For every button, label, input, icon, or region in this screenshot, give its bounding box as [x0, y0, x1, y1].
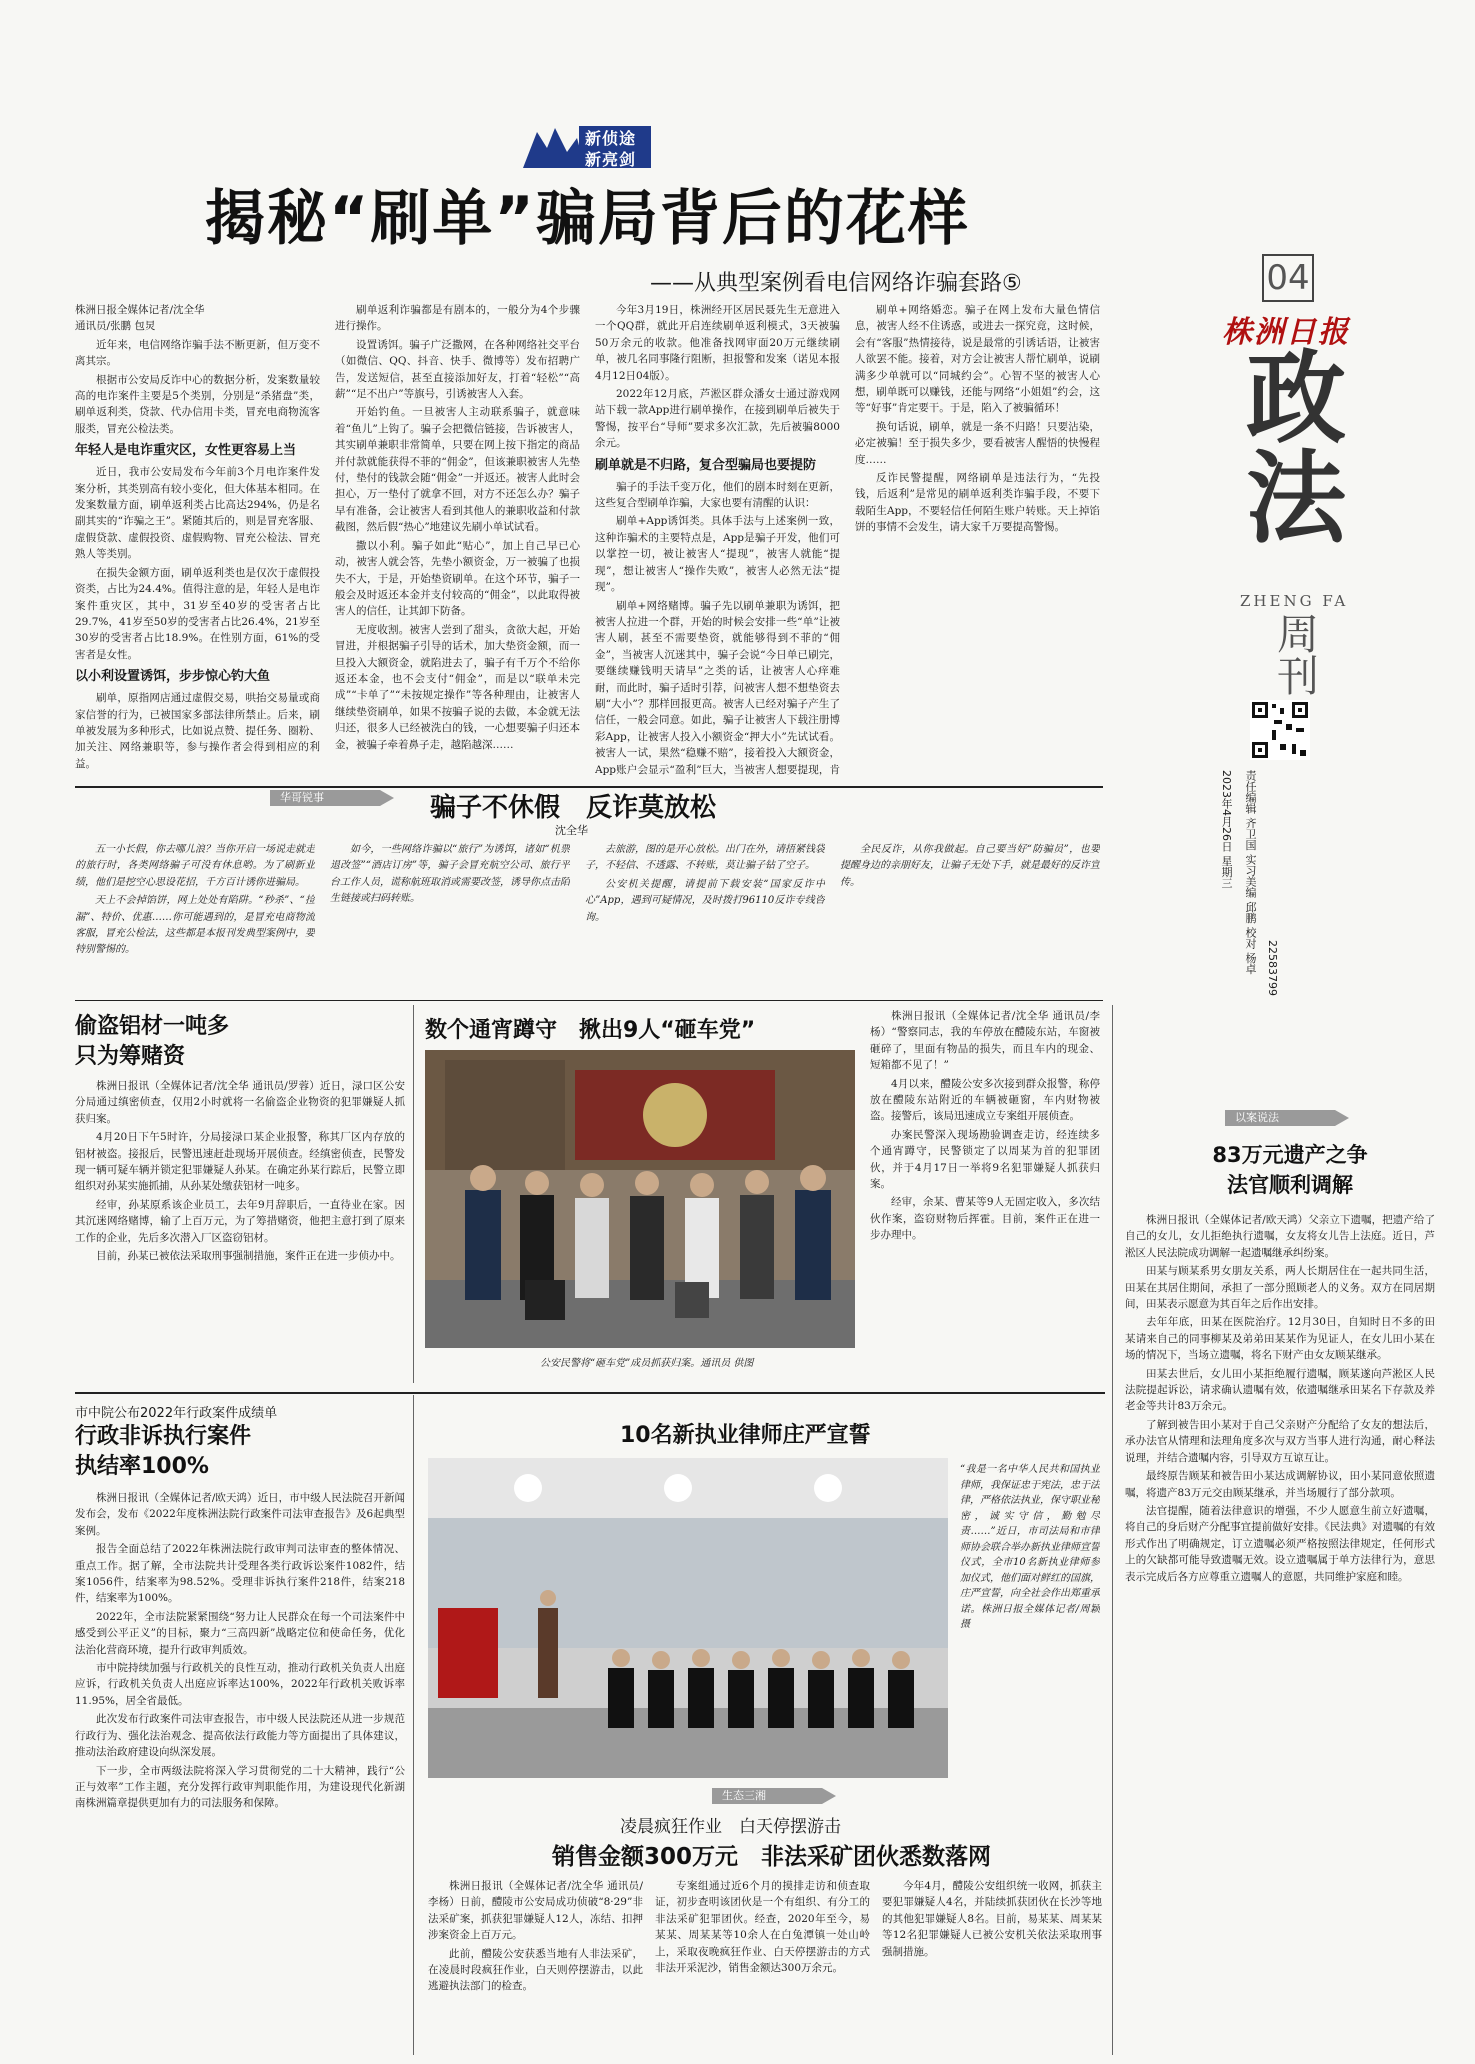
- page-number: 04: [1262, 254, 1314, 302]
- essay-col-3: [585, 842, 825, 994]
- paragraph: 此前，醴陵公安获悉当地有人非法采矿，在凌晨时段疯狂作业，白天则停摆游击，以此逃避执法部门的检查。: [428, 1947, 643, 1993]
- lawyer-title: 10名新执业律师庄严宣誓: [620, 1423, 871, 1448]
- paragraph: 反诈民警提醒，网络刷单是违法行为，“先投钱，后返利”是常见的刷单返利类诈骗手段，不要下载陌生App，不要轻信任何陌生账户转账。天上掉馅饼的事情不会发生，请大家千万要提高警惕。: [855, 472, 1100, 534]
- paragraph: 株洲日报讯（全媒体记者/沈全华 通讯员/罗蓉）近日，渌口区公安分局通过缜密侦查，仅用2小时就将一名偷盗企业物资的犯罪嫌疑人抓获归案。: [75, 1080, 405, 1125]
- main-article-col-1: [75, 302, 320, 777]
- date-line: 2023年4月26日 星期三: [1220, 770, 1233, 889]
- paragraph: 4月以来，醴陵公安多次接到群众报警，称停放在醴陵东站附近的车辆被砸窗，车内财物被盗。接警后，该局迅速成立专案组开展侦查。: [870, 1077, 1100, 1123]
- admin-kicker: 市中院公布2022年行政案件成绩单: [75, 1406, 278, 1421]
- paragraph: 撒以小利。骗子如此“贴心”，加上自己早已心动，被害人就会答，先垫小额资金，万一被骗了也损失不大，于是，开始垫资刷单。在这个环节，骗子一般会及时返还本金并支付较高的“佣金”，以此取得被害人的信任，让其卸下防备。: [335, 539, 580, 618]
- paragraph: 刷单+App诱饵类。具体手法与上述案例一致，这种诈骗术的主要特点是，App是骗子开发，他们可以掌控一切，被让被害人“提现”，被害人就能“提现”，想让被害人“操作失败”，被害人必然无法“提现”。: [595, 515, 840, 594]
- mining-title: 销售金额300万元 非法采矿团伙悉数落网: [552, 1844, 992, 1870]
- paragraph: 经审，余某、曹某等9人无固定收入，多次结伙作案，盗窃财物后挥霍。目前，案件正在进一步办理中。: [870, 1196, 1100, 1242]
- qr-code-icon: [1250, 700, 1310, 760]
- paragraph: 刷单+网络赌博。骗子先以刷单兼职为诱饵，把被害人拉进一个群，开始的时候会安排一些“单”让被害人刷，甚至不需要垫资，就能够得到不菲的“佣金”，当被害人沉迷其中，骗子会说“今日单已刷完，要继续赚钱明天请早”之类的话，让被害人心痒难耐，而此时，骗子适时引荐，问被害人想不想垫资去刷“大小”？那样回报更高。被害人已经对骗子产生了信任，一般会同意。如此，骗子让被害人下载注册博彩App，让被害人投入小额资金“押大小”先试试看。被害人一试，果然“稳赚不赔”，接着投入大额资金，App账户会显示“盈利”巨大，当被害人想要提现，肯: [595, 599, 840, 776]
- paragraph: 如今，一些网络诈骗以“旅行”为诱饵，诸如“机票退改签”“酒店订房”等，骗子会冒充航空公司、旅行平台工作人员，谎称航班取消或需要改签，诱导你点击陌生链接或扫码转账。: [330, 844, 570, 905]
- gang-photo: [425, 1050, 855, 1348]
- paragraph: 办案民警深入现场勘验调查走访，经连续多个通宵蹲守，民警锁定了以周某为首的犯罪团伙，并于4月17日一举将9名犯罪嫌疑人抓获归案。: [870, 1128, 1100, 1191]
- paragraph: 报告全面总结了2022年株洲法院行政审判司法审查的整体情况、重点工作。据了解，全市法院共计受理各类行政诉讼案件1082件，结案1056件，结案率为98.52%。受理非诉执行案件218件，结案218件，结案率为100%。: [75, 1543, 405, 1605]
- paragraph: 株洲日报讯（全媒体记者/欧天鸿）近日，市中级人民法院召开新闻发布会，发布《2022年度株洲法院行政案件司法审查报告》及6起典型案例。: [75, 1492, 405, 1537]
- paragraph: 去年年底，田某在医院治疗。12月30日，自知时日不多的田某请来自己的同事柳某及弟弟田某某作为见证人，在女儿田小某在场的情况下，当场立遗嘱，将名下财产由女友顾某继承。: [1125, 1316, 1435, 1362]
- paragraph: 设置诱饵。骗子广泛撒网，在各种网络社交平台（如微信、QQ、抖音、快手、微博等）发布招聘广告，发送短信，甚至直接添加好友，打着“轻松”“高薪”“足不出户”等旗号，引诱被害人入套。: [335, 338, 580, 401]
- mining-col-1: [428, 1878, 643, 2048]
- lawyer-photo: [428, 1458, 948, 1778]
- gang-photo-caption: 公安民警将“砸车党”成员抓获归案。通讯员 供图: [540, 1358, 754, 1369]
- paragraph: 今年3月19日，株洲经开区居民聂先生无意进入一个QQ群，就此开启连续刷单返利模式，3天被骗50万余元的收款。他准备找网审面20万元继续刷单，被几名同事隆行阻断，担报警和发案（诺见本报4月12日04版）。: [595, 304, 840, 382]
- paragraph: 株洲日报讯（全媒体记者/欧天鸿）父亲立下遗嘱，把遗产给了自己的女儿，女儿拒绝执行遗嘱，女友将女儿告上法庭。近日，芦淞区人民法院成功调解一起遗嘱继承纠纷案。: [1125, 1214, 1435, 1259]
- paragraph: 2022年，全市法院紧紧围绕“努力让人民群众在每一个司法案件中感受到公平正义”的目标，聚力“三高四新”战略定位和使命任务，优化法治化营商环境，提升行政审判质效。: [75, 1610, 405, 1656]
- main-article-col-2: [335, 302, 580, 777]
- gang-title: 数个通宵蹲守 揪出9人“砸车党”: [425, 1018, 756, 1043]
- paragraph: 田某与顾某系男女朋友关系，两人长期居住在一起共同生活，田某在其居住期间，承担了一部分照顾老人的义务。双方在同居期间，田某表示愿意为其百年之后作出安排。: [1125, 1265, 1435, 1311]
- weekly-label: 周刊: [1271, 612, 1320, 696]
- essay-author: 沈全华: [555, 824, 588, 837]
- paragraph: 近日，我市公安局发布今年前3个月电诈案件发案分析，其类别高有较小变化，但大体基本相同。在发案数量方面，刷单返利类占比高达294%，仍是名副其实的“诈骗之王”。紧随其后的，则是冒充客服、虚假贷款、虚假投资、虚假购物、冒充公检法、冒充熟人等类别。: [75, 466, 320, 561]
- subheading: 以小利设置诱饵，步步惊心钓大鱼: [75, 669, 271, 685]
- paragraph: 专案组通过近6个月的摸排走访和侦查取证，初步查明该团伙是一个有组织、有分工的非法采矿犯罪团伙。经查，2020年至今，易某某、周某某等10余人在白兔潭镇一处山岭上，采取夜晚疯狂作业、白天停摆游击的方式非法开采泥沙，销售金额达300万余元。: [655, 1880, 870, 1975]
- paragraph: 市中院持续加强与行政机关的良性互动，推动行政机关负责人出庭应诉，行政机关负责人出庭应诉率达100%，2022年行政机关败诉率11.95%，居全省最低。: [75, 1662, 405, 1707]
- theft-title: 偷盗铝材一吨多 只为筹赌资: [75, 1014, 230, 1069]
- paragraph: 全民反诈，从你我做起。自己要当好“防骗员”，也要提醒身边的亲朋好友，让骗子无处下手，就是最好的反诈宣传。: [840, 844, 1100, 888]
- theft-body: [75, 1078, 405, 1388]
- paragraph: 4月20日下午5时许，分局接渌口某企业报警，称其厂区内存放的铝材被盗。接报后，民警迅速赶赴现场开展侦查。经缜密侦查，民警发现一辆可疑车辆并锁定犯罪嫌疑人孙某。在确定孙某行踪后，民警立即组织对孙某实施抓捕，从孙某处缴获铝材一吨多。: [75, 1131, 405, 1193]
- main-article-col-3: [595, 302, 840, 777]
- subheading: 刷单就是不归路，复合型骗局也要提防: [595, 457, 817, 473]
- mining-kicker: 凌晨疯狂作业 白天停摆游击: [620, 1817, 841, 1837]
- paragraph: 目前，孙某已被依法采取刑事强制措施，案件正在进一步侦办中。: [96, 1250, 401, 1263]
- paragraph: 田某去世后，女儿田小某拒绝履行遗嘱，顾某遂向芦淞区人民法院提起诉讼，请求确认遗嘱有效，依遗嘱继承田某名下存款及养老金等共计83万余元。: [1125, 1367, 1435, 1413]
- paragraph: 在损失金额方面，刷单返利类也是仅次于虚假投资类，占比为24.4%。值得注意的是，年轻人是电诈案件重灾区，其中，31岁至40岁的受害者占比29.7%，41岁至50岁的受害者占比26.4%，21岁至30岁的受害者占比18.9%。在性别方面，61%的受害者是女性。: [75, 566, 320, 661]
- gang-body: [870, 1008, 1100, 1386]
- paragraph: 今年4月，醴陵公安组织统一收网，抓获主要犯罪嫌疑人4名，并陆续抓获团伙在长沙等地的其他犯罪嫌疑人8名。目前，易某某、周某某等12名犯罪嫌疑人已被公安机关依法采取刑事强制措施。: [882, 1880, 1102, 1958]
- paragraph: 开始钓鱼。一旦被害人主动联系骗子，就意味着“鱼儿”上钩了。骗子会把微信链接，告诉被害人，其实刷单兼职非常简单，只要在网上按下指定的商品并付款就能获得不菲的“佣金”，但该兼职被害人先垫付，垫付的钱款会随“佣金”一并返还。被害人此时会担心，万一垫付了就拿不回，对方不还怎么办？骗子早有准备，会让被害人看到其他人的兼职收益和付款截图，然后假“热心”地建议先刷小单试试看。: [335, 406, 580, 534]
- paper-name: 株洲日报: [1222, 315, 1350, 350]
- paragraph: 去旅游，图的是开心放松。出门在外，请捂紧钱袋子，不轻信、不透露、不转账，莫让骗子钻了空子。: [585, 844, 825, 872]
- paragraph: 2022年12月底，芦淞区群众潘女士通过游戏网站下载一款App进行刷单操作，在接到刷单后被失于警惕，按平台“导师”要求多次汇款，先后被骗8000余元。: [595, 388, 840, 450]
- paragraph: 最终原告顾某和被告田小某达成调解协议，田小某同意依照遗嘱，将遗产83万元交由顾某继承，并当场履行了部分款项。: [1125, 1470, 1435, 1499]
- lawyer-photo-image: [428, 1458, 948, 1778]
- essay-col-4: [840, 842, 1100, 994]
- paragraph: 刷单，原指网店通过虚假交易，哄抬交易量或商家信誉的行为，已被国家多部法律所禁止。后来，刷单被发展为多种形式，比如说点赞、提任务、圈粉、加关注、网络兼职等，参与操作者会得到相应的利益。: [75, 692, 320, 770]
- section-tag: 以案说法: [1225, 1110, 1335, 1126]
- paragraph: 公安机关提醒，请提前下载安装“国家反诈中心”App，遇到可疑情况，及时拨打96110反诈专线咨询。: [585, 878, 825, 923]
- admin-body: [75, 1490, 405, 2055]
- paragraph: 骗子的手法千变万化，他们的剧本时刻在更新，这些复合型刷单诈骗，大家也要有清醒的认识：: [595, 480, 840, 510]
- main-article-col-4: [855, 302, 1100, 777]
- phone: 22583799: [1266, 940, 1279, 996]
- paragraph: 下一步，全市两级法院将深入学习贯彻党的二十大精神，践行“公正与效率”工作主题，充分发挥行政审判职能作用，为建设现代化新湖南株洲篇章提供更加有力的司法服务和保障。: [75, 1764, 405, 1810]
- paragraph: 近年来，电信网络诈骗手法不断更新，但万变不离其宗。: [75, 338, 320, 368]
- editor-line: 责任编辑 齐卫国 实习美编 邱鹏 校对 杨卓: [1244, 770, 1257, 975]
- subheading: 年轻人是电诈重灾区，女性更容易上当: [75, 443, 297, 459]
- gang-photo-image: [425, 1050, 855, 1348]
- paragraph: 根据市公安局反诈中心的数据分析，发案数量较高的电诈案件主要是5个类别，分别是“杀猪盘”类，刷单返利类，贷款、代办信用卡类，冒充电商物流客服类，冒充公检法类。: [75, 373, 320, 435]
- paragraph: 此次发布行政案件司法审查报告，市中级人民法院还从进一步规范行政行为、强化法治观念、提高依法行政能力等方面提出了具体建议，推动法治政府建设向纵深发展。: [75, 1713, 405, 1759]
- section-tag: 华哥锐事: [270, 790, 380, 806]
- paragraph: 株洲日报讯（全媒体记者/沈全华 通讯员/李杨）日前，醴陵市公安局成功侦破“8·29”非法采矿案，抓获犯罪嫌疑人12人，冻结、扣押涉案资金上百万元。: [428, 1880, 643, 1942]
- paragraph: 刷单+网络婚恋。骗子在网上发布大量色情信息，被害人经不住诱惑，或进去一探究竟，这时候，会有“客服”热情接待，说是最常的引诱话语，让被害人欲罢不能。接着，对方会让被害人帮忙刷单，说刷满多少单就可以“同城约会”。心智不坚的被害人心想，刷单既可以赚钱，还能与网络“小姐姐”约会，这等“好事”肯定要干。于是，陷入了被骗循环！: [855, 304, 1100, 415]
- paragraph: 株洲日报讯（全媒体记者/沈全华 通讯员/李杨）“警察同志，我的车停放在醴陵东站，车窗被砸碎了，里面有物品的损失，而且车内的现金、短箱都不见了！”: [870, 1010, 1100, 1072]
- qr-code[interactable]: [1250, 700, 1310, 760]
- estate-body: [1125, 1212, 1435, 2047]
- column-logo-bottom: 新亮剑: [585, 150, 637, 169]
- paragraph: 换句话说，刷单，就是一条不归路！只要沾染，必定被骗！至于损失多少，要看被害人醒悟的快慢程度……: [855, 420, 1100, 466]
- paragraph: 无度收割。被害人尝到了甜头，贪欲大起，开始冒进，并根据骗子引导的话术，加大垫资金额，而一旦投入大额资金，就陷进去了，骗子有千万个不给你返还本金，也不会支付“佣金”，而是以“联单未完成”“卡单了”“未按规定操作”等各种理由，让被害人继续垫资刷单，如果不按骗子说的去做，本金就无法归还，很多人已经被洗白的钱，一心想要骗子归还本金，被骗子牵着鼻子走，越陷越深……: [335, 623, 580, 751]
- mining-col-3: [882, 1878, 1102, 2048]
- essay-col-2: [330, 842, 570, 994]
- lawyer-caption: “我是一名中华人民共和国执业律师，我保证忠于宪法，忠于法律，严格依法执业，保守职业秘密，诚实守信，勤勉尽责……”近日，市司法局和市律师协会联合举办新执业律师宣誓仪式，全市10名新执业律师参加仪式，他们面对鲜红的国旗，庄严宣誓，向全社会作出郑重承诺。株洲日报全媒体记者/周颖 摄: [960, 1464, 1100, 1630]
- mining-col-2: [655, 1878, 870, 2048]
- section-pinyin: ZHENG FA: [1240, 592, 1349, 610]
- section-tag: 生态三湘: [712, 1788, 822, 1804]
- paragraph: 法官提醒，随着法律意识的增强，不少人愿意生前立好遗嘱，将自己的身后财产分配事宜提前做好安排。《民法典》对遗嘱的有效形式作出了明确规定，订立遗嘱必须严格按照法律规定，任何形式上的欠缺都可能导致遗嘱无效。设立遗嘱属于单方法律行为，意思表示完成后各方应尊重立遗嘱人的意愿，共同维护家庭和睦。: [1125, 1504, 1435, 1583]
- paragraph: 了解到被告田小某对于自己父亲财产分配给了女友的想法后，承办法官从情理和法理角度多次与双方当事人进行沟通，耐心释法说理，并结合遗嘱内容，引导双方互谅互让。: [1125, 1418, 1435, 1464]
- column-logo-top: 新侦途: [585, 129, 637, 148]
- byline: 株洲日报全媒体记者/沈全华 通讯员/张鹏 包炅: [75, 304, 205, 333]
- section-name: 政法: [1229, 345, 1347, 545]
- main-subheadline: ——从典型案例看电信网络诈骗套路⑤: [650, 271, 1022, 296]
- essay-title: 骗子不休假 反诈莫放松: [430, 793, 717, 823]
- estate-title: 83万元遗产之争 法官顺利调解: [1212, 1143, 1368, 1197]
- column-logo: [515, 118, 655, 174]
- paragraph: 刷单返利诈骗都是有剧本的，一般分为4个步骤进行操作。: [335, 304, 580, 333]
- paragraph: 五一小长假，你去哪儿浪？当你开启一场说走就走的旅行时，各类网络骗子可没有休息哟。为了刷新业绩，他们是挖空心思设花招，千方百计诱你进骗局。: [75, 844, 315, 888]
- paragraph: 天上不会掉馅饼，网上处处有陷阱。“秒杀”、“捡漏”、特价、优惠……你可能遇到的，是冒充电商物流客服，冒充公检法，这些都是本报刊发典型案例中，要特别警惕的。: [75, 895, 315, 956]
- essay-col-1: [75, 842, 315, 994]
- paragraph: 经审，孙某原系该企业员工，去年9月辞职后，一直待业在家。因其沉迷网络赌博，输了上百万元，为了筹措赌资，他把主意打到了原来工作的企业，先后多次潜入厂区盗窃铝材。: [75, 1198, 405, 1244]
- admin-title: 行政非诉执行案件 执结率100%: [75, 1424, 252, 1479]
- main-headline: 揭秘“刷单”骗局背后的花样: [205, 184, 970, 254]
